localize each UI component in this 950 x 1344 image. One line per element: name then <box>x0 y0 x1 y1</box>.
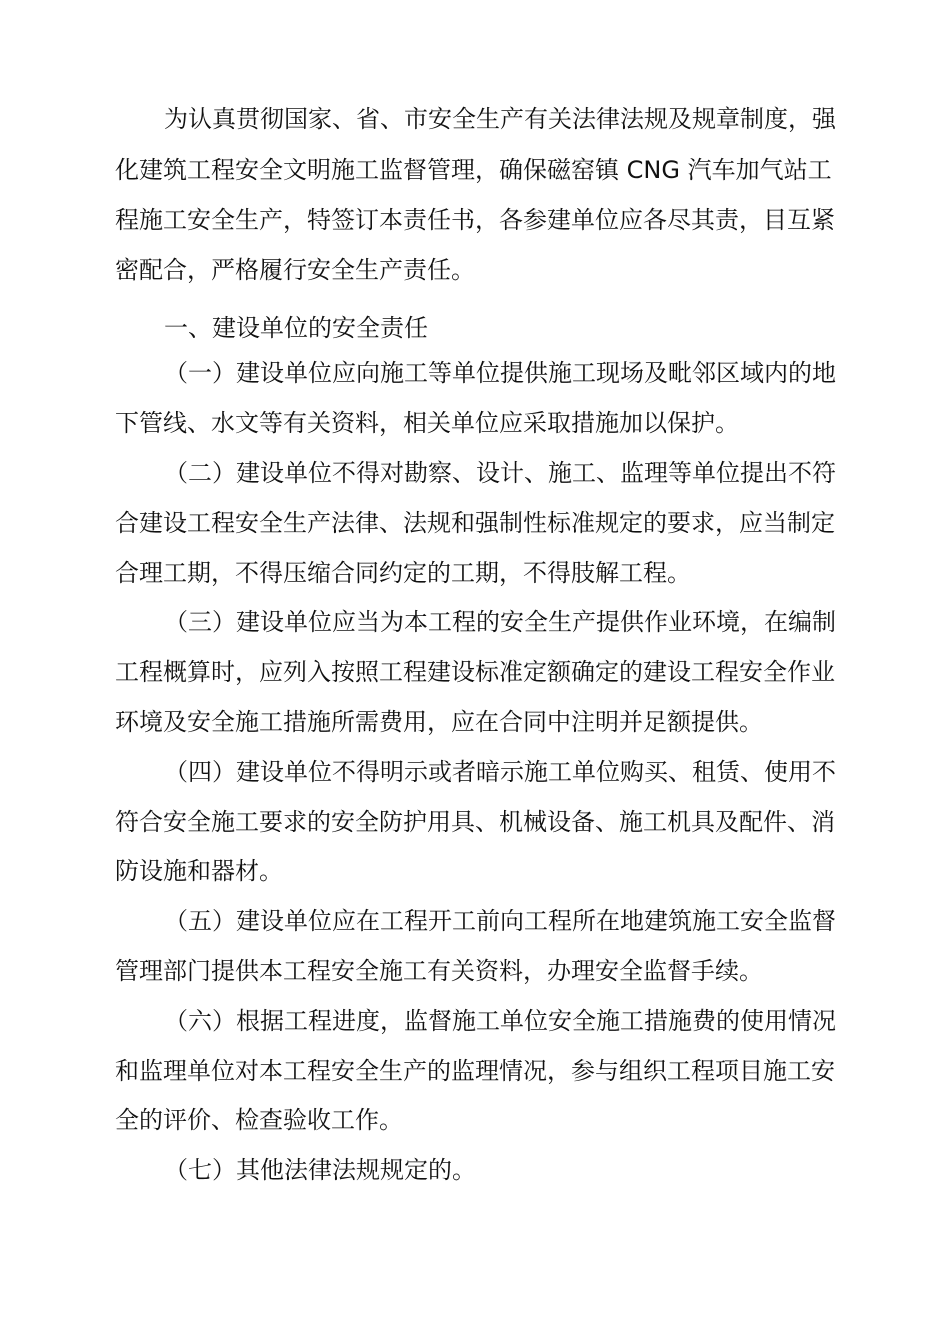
item-6-line-3: 全的评价、检查验收工作。 <box>115 1106 403 1134</box>
section-heading: 一、建设单位的安全责任 <box>164 314 428 342</box>
item-4-line-2: 符合安全施工要求的安全防护用具、机械设备、施工机具及配件、消 <box>115 808 835 836</box>
intro-line-3: 程施工安全生产，特签订本责任书，各参建单位应各尽其责，目互紧 <box>115 206 835 234</box>
intro-line-2: 化建筑工程安全文明施工监督管理，确保磁窑镇 CNG 汽车加气站工 <box>115 156 832 184</box>
item-4-line-3: 防设施和器材。 <box>115 857 283 885</box>
item-3-line-3: 环境及安全施工措施所需费用，应在合同中注明并足额提供。 <box>115 708 763 736</box>
item-5-line-1: （五）建设单位应在工程开工前向工程所在地建筑施工安全监督 <box>164 907 836 935</box>
item-2-line-1: （二）建设单位不得对勘察、设计、施工、监理等单位提出不符 <box>164 459 836 487</box>
item-3-line-1: （三）建设单位应当为本工程的安全生产提供作业环境，在编制 <box>164 608 836 636</box>
item-5-line-2: 管理部门提供本工程安全施工有关资料，办理安全监督手续。 <box>115 957 763 985</box>
intro-line-4: 密配合，严格履行安全生产责任。 <box>115 256 475 284</box>
item-1-line-1: （一）建设单位应向施工等单位提供施工现场及毗邻区域内的地 <box>164 359 836 387</box>
item-1-line-2: 下管线、水文等有关资料，相关单位应采取措施加以保护。 <box>115 409 739 437</box>
item-6-line-1: （六）根据工程进度，监督施工单位安全施工措施费的使用情况 <box>164 1007 836 1035</box>
item-7-line-1: （七）其他法律法规规定的。 <box>164 1156 476 1184</box>
item-4-line-1: （四）建设单位不得明示或者暗示施工单位购买、租赁、使用不 <box>164 758 836 786</box>
item-2-line-3: 合理工期，不得压缩合同约定的工期，不得肢解工程。 <box>115 559 691 587</box>
item-3-line-2: 工程概算时，应列入按照工程建设标准定额确定的建设工程安全作业 <box>115 658 835 686</box>
item-2-line-2: 合建设工程安全生产法律、法规和强制性标准规定的要求，应当制定 <box>115 509 835 537</box>
item-6-line-2: 和监理单位对本工程安全生产的监理情况，参与组织工程项目施工安 <box>115 1057 835 1085</box>
intro-line-1: 为认真贯彻国家、省、市安全生产有关法律法规及规章制度，强 <box>164 105 836 133</box>
